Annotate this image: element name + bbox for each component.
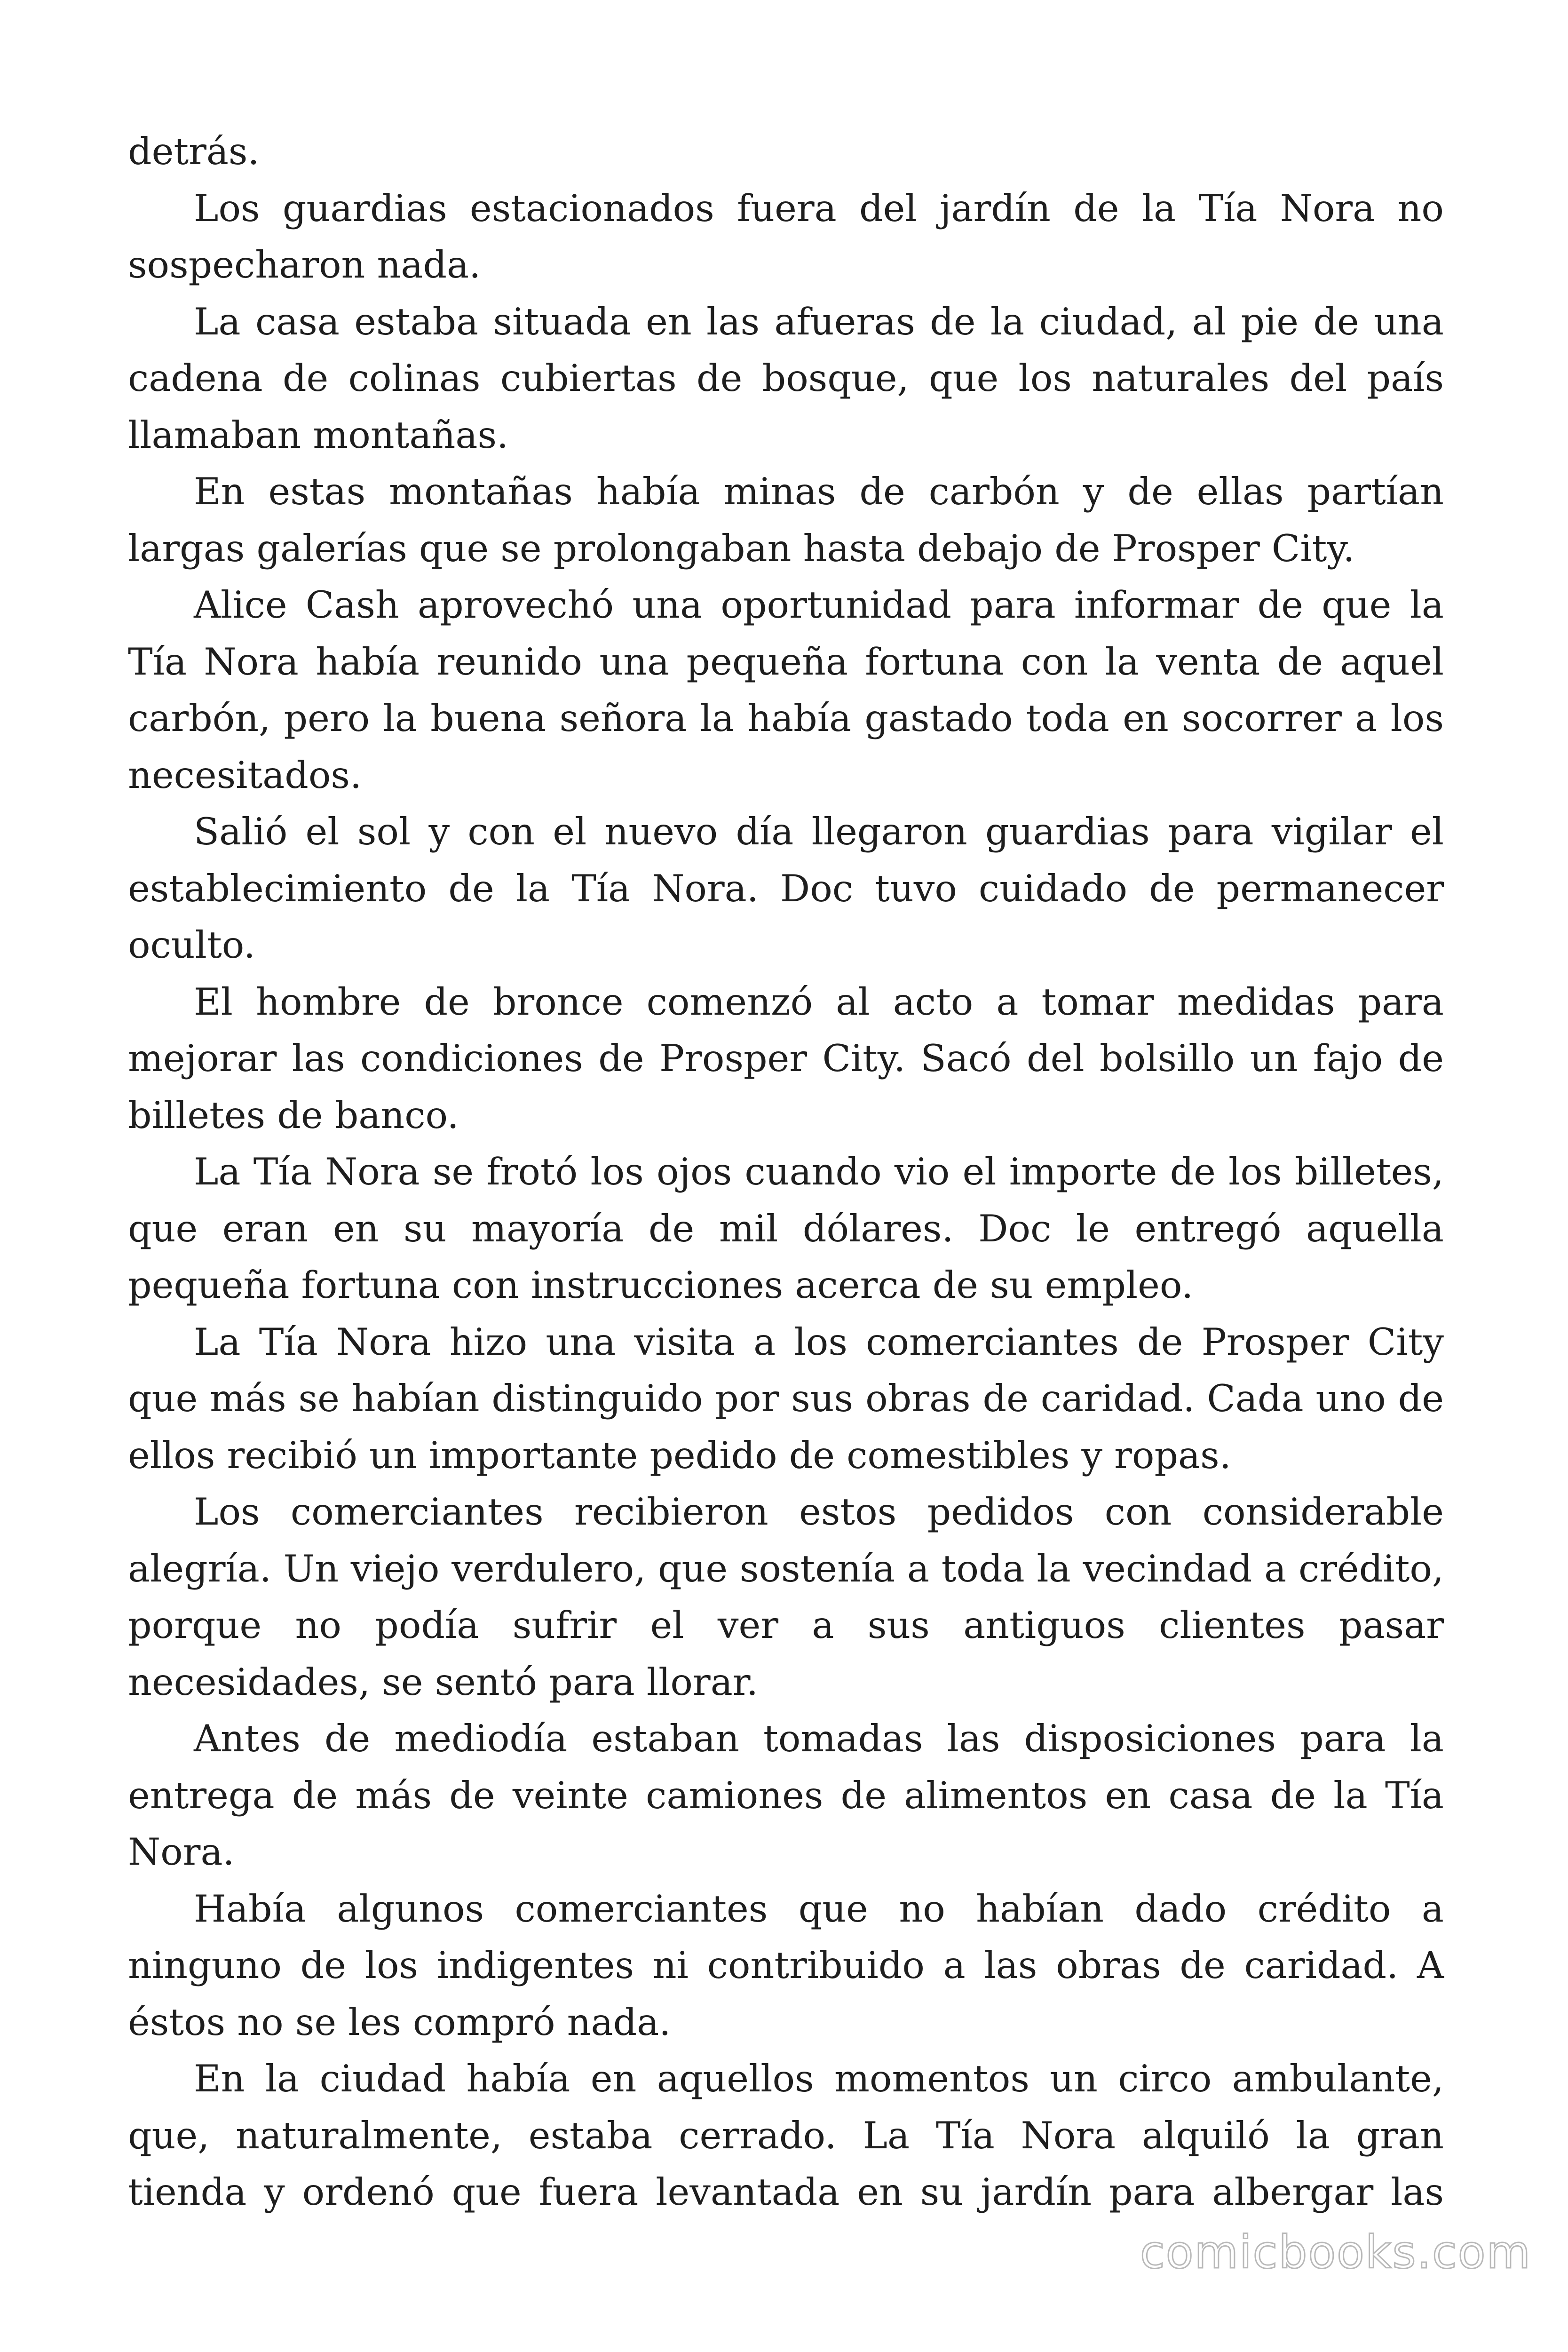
paragraph: Había algunos comerciantes que no habían dado crédito a ninguno de los indigentes ni contribuido a las obras de caridad. A éstos no se les compró nada.	[128, 1887, 1444, 2044]
paragraph: Salió el sol y con el nuevo día llegaron guardias para vigilar el establecimiento de la Tía Nora. Doc tuvo cuidado de permanecer oculto.	[128, 810, 1444, 967]
paragraph: Los comerciantes recibieron estos pedidos con considerable alegría. Un viejo verdulero, que sostenía a toda la vecindad a crédito, porque no podía sufrir el ver a sus antiguos clientes pasar necesidades, se sentó para llorar.	[128, 1490, 1444, 1704]
paragraph: La casa estaba situada en las afueras de la ciudad, al pie de una cadena de colinas cubiertas de bosque, que los naturales del país llamaban montañas.	[128, 300, 1444, 457]
paragraph: Antes de mediodía estaban tomadas las disposiciones para la entrega de más de veinte camiones de alimentos en casa de la Tía Nora.	[128, 1717, 1444, 1874]
paragraph: detrás.	[128, 130, 260, 173]
paragraph: La Tía Nora hizo una visita a los comerciantes de Prosper City que más se habían distinguido por sus obras de caridad. Cada uno de ellos recibió un importante pedido de comestibles y ropas.	[128, 1320, 1444, 1477]
paragraph: En la ciudad había en aquellos momentos un circo ambulante, que, naturalmente, estaba cerrado. La Tía Nora alquiló la gran tienda y ordenó que fuera levantada en su jardín para albergar las	[128, 2057, 1444, 2214]
paragraph: El hombre de bronce comenzó al acto a tomar medidas para mejorar las condiciones de Prosper City. Sacó del bolsillo un fajo de billetes de banco.	[128, 980, 1444, 1137]
paragraph: Alice Cash aprovechó una oportunidad para informar de que la Tía Nora había reunido una pequeña fortuna con la venta de aquel carbón, pero la buena señora la había gastado toda en socorrer a los necesitados.	[128, 583, 1444, 797]
watermark: comicbooks.com	[1140, 2226, 1531, 2279]
paragraph: La Tía Nora se frotó los ojos cuando vio el importe de los billetes, que eran en su mayoría de mil dólares. Doc le entregó aquella pequeña fortuna con instrucciones acerca de su empleo.	[128, 1150, 1444, 1307]
page-body-text	[128, 123, 1444, 2221]
paragraph: Los guardias estacionados fuera del jardín de la Tía Nora no sospecharon nada.	[128, 186, 1444, 286]
paragraph: En estas montañas había minas de carbón y de ellas partían largas galerías que se prolongaban hasta debajo de Prosper City.	[128, 470, 1444, 570]
